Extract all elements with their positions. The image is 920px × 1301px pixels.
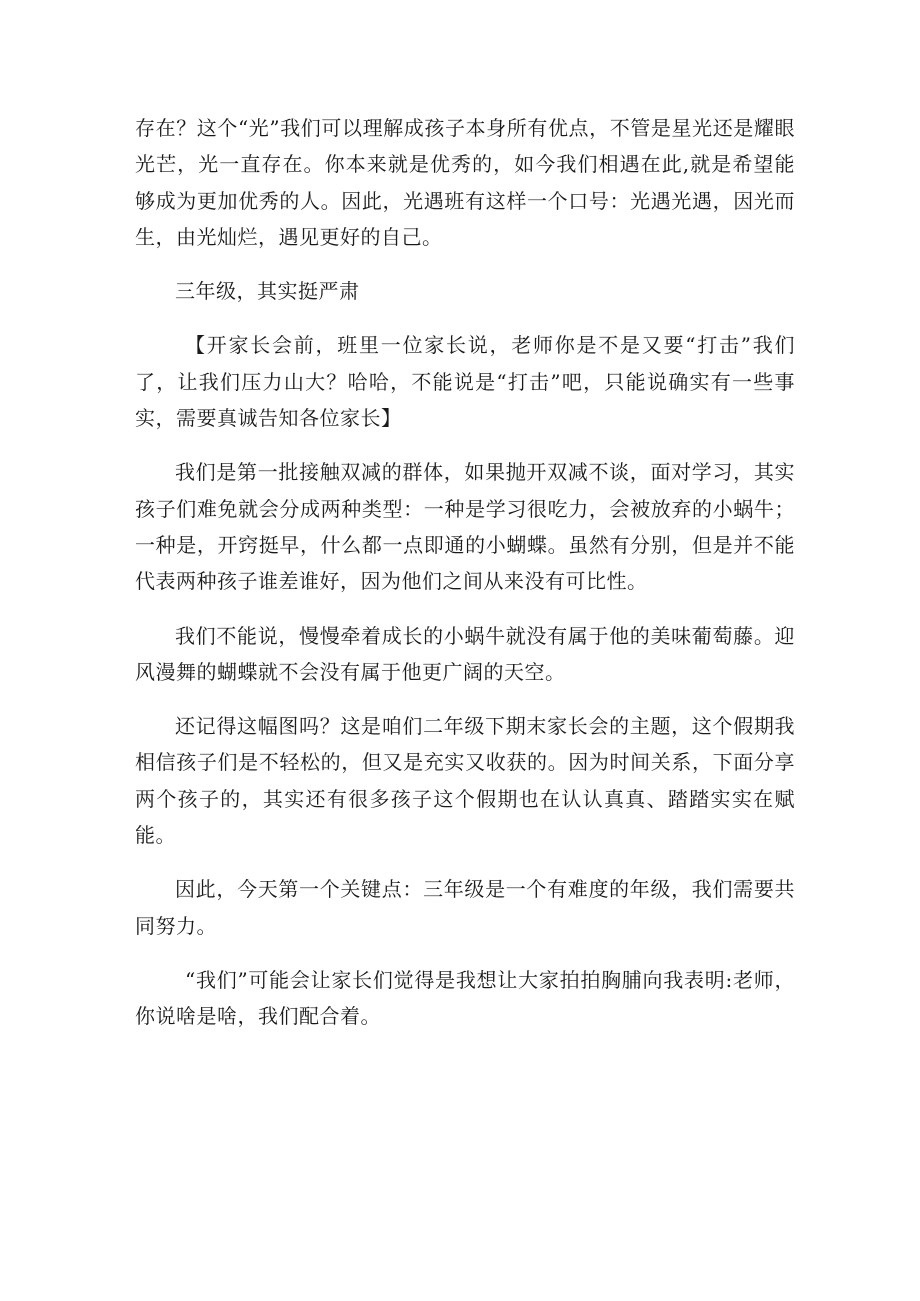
paragraph-remember: 还记得这幅图吗？这是咱们二年级下期末家长会的主题，这个假期我相信孩子们是不轻松的，但又是充实又收获的。因为时间关系，下面分享两个孩子的，其实还有很多孩子这个假期也在认认真真、踏踏实实在赋能。 <box>135 714 795 848</box>
paragraph-bracket-note: 【开家长会前，班里一位家长说，老师你是不是又要“打击”我们了，让我们压力山大？哈哈，不能说是“打击”吧，只能说确实有一些事实，需要真诚告知各位家长】 <box>135 333 795 431</box>
paragraph-snail-butterfly: 我们是第一批接触双减的群体，如果抛开双减不谈，面对学习，其实孩子们难免就会分成两种类型：一种是学习很吃力，会被放弃的小蜗牛；一种是，开窍挺早，什么都一点即通的小蝴蝶。虽然有分别，但是并不能代表两种孩子谁差谁好，因为他们之间从来没有可比性。 <box>135 460 795 594</box>
section-heading: 三年级，其实挺严肃 <box>175 279 360 304</box>
paragraph-key-point: 因此，今天第一个关键点：三年级是一个有难度的年级，我们需要共同努力。 <box>135 877 795 938</box>
document-body <box>135 110 795 1035</box>
paragraph-growth: 我们不能说，慢慢牵着成长的小蜗牛就没有属于他的美味葡萄藤。迎风漫舞的蝴蝶就不会没有属于他更广阔的天空。 <box>135 623 795 684</box>
paragraph-intro: 存在？这个“光”我们可以理解成孩子本身所有优点，不管是星光还是耀眼光芒，光一直存在。你本来就是优秀的，如今我们相遇在此,就是希望能够成为更加优秀的人。因此，光遇班有这样一个口号：光遇光遇，因光而生，由光灿烂，遇见更好的自己。 <box>135 116 795 249</box>
paragraph-we: “我们”可能会让家长们觉得是我想让大家拍拍胸脯向我表明:老师，你说啥是啥，我们配合着。 <box>135 967 795 1029</box>
